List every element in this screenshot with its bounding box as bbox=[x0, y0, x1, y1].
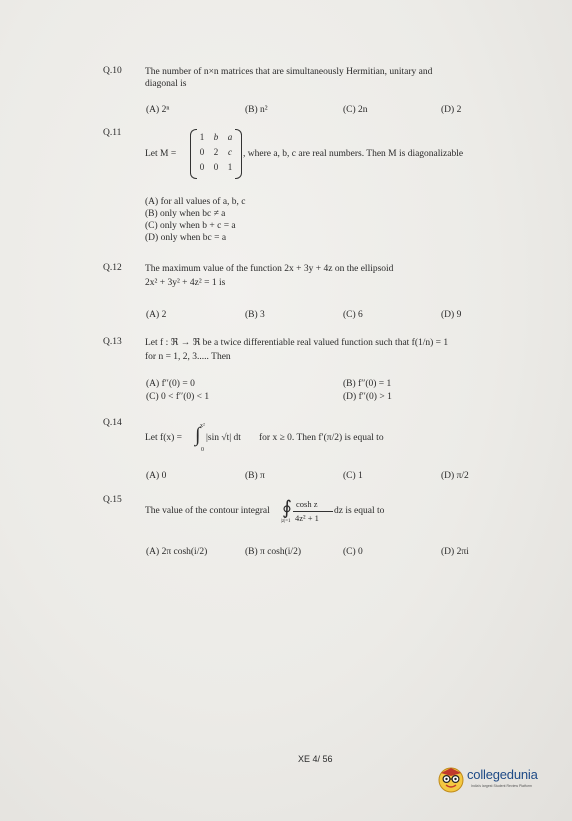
q12-option-a: (A) 2 bbox=[146, 310, 167, 320]
q13-option-c: (C) 0 < f′′(0) < 1 bbox=[146, 392, 210, 402]
q13-number: Q.13 bbox=[103, 337, 122, 347]
q11-option-c: (C) only when b + c = a bbox=[145, 221, 236, 231]
student-face-icon bbox=[437, 766, 465, 794]
q12-number: Q.12 bbox=[103, 263, 122, 273]
q11-option-b: (B) only when bc ≠ a bbox=[145, 209, 226, 219]
q15-number: Q.15 bbox=[103, 495, 122, 505]
q10-option-d: (D) 2 bbox=[441, 105, 462, 115]
q10-number: Q.10 bbox=[103, 66, 122, 76]
q13-stem-line2: for n = 1, 2, 3..... Then bbox=[145, 352, 231, 362]
matrix-cell: 0 bbox=[199, 147, 205, 157]
fraction-bar bbox=[293, 511, 333, 512]
q10-option-c: (C) 2n bbox=[343, 105, 368, 115]
q11-matrix bbox=[190, 129, 242, 177]
q15-option-d: (D) 2πi bbox=[441, 547, 469, 557]
q14-stem-post: for x ≥ 0. Then f′(π/2) is equal to bbox=[259, 433, 384, 443]
q15-fraction-numerator: cosh z bbox=[296, 499, 318, 509]
q15-option-a: (A) 2π cosh(i/2) bbox=[146, 547, 208, 557]
q10-stem-line1: The number of n×n matrices that are simultaneously Hermitian, unitary and bbox=[145, 67, 433, 77]
q15-stem-post: dz is equal to bbox=[334, 506, 385, 516]
matrix-cell: 2 bbox=[213, 147, 219, 157]
matrix-cell: 1 bbox=[227, 162, 233, 172]
q12-option-c: (C) 6 bbox=[343, 310, 363, 320]
matrix-cell: 1 bbox=[199, 132, 205, 142]
q14-integral-upper-limit: x² bbox=[200, 423, 205, 429]
q13-stem-line1: Let f : ℜ → ℜ be a twice differentiable real valued function such that f(1/n) = 1 bbox=[145, 338, 449, 348]
q11-stem-right: , where a, b, c are real numbers. Then M is diagonalizable bbox=[243, 149, 464, 159]
q12-stem-line1: The maximum value of the function 2x + 3y + 4z on the ellipsoid bbox=[145, 264, 394, 274]
q13-option-b: (B) f′′(0) = 1 bbox=[343, 379, 392, 389]
page-number: XE 4/ 56 bbox=[298, 754, 333, 764]
q10-stem-line2: diagonal is bbox=[145, 79, 187, 89]
q14-option-a: (A) 0 bbox=[146, 471, 167, 481]
q13-option-a: (A) f′′(0) = 0 bbox=[146, 379, 195, 389]
matrix-cell: a bbox=[227, 132, 233, 142]
q14-option-c: (C) 1 bbox=[343, 471, 363, 481]
contour-integral-icon: ∮ bbox=[282, 498, 292, 519]
q14-option-d: (D) π/2 bbox=[441, 471, 469, 481]
q11-option-d: (D) only when bc = a bbox=[145, 233, 227, 243]
q13-option-d: (D) f′′(0) > 1 bbox=[343, 392, 392, 402]
q15-stem-pre: The value of the contour integral bbox=[145, 506, 270, 516]
q15-contour-label: |z|=1 bbox=[281, 519, 291, 524]
q11-stem-left: Let M = bbox=[145, 149, 177, 159]
q14-stem-pre: Let f(x) = bbox=[145, 433, 183, 443]
q10-option-b: (B) n² bbox=[245, 105, 268, 115]
q12-option-d: (D) 9 bbox=[441, 310, 462, 320]
q11-number: Q.11 bbox=[103, 128, 122, 138]
q15-option-c: (C) 0 bbox=[343, 547, 363, 557]
q10-option-a: (A) 2ⁿ bbox=[146, 105, 170, 115]
q15-fraction-denominator: 4z² + 1 bbox=[295, 513, 319, 523]
q15-option-b: (B) π cosh(i/2) bbox=[245, 547, 301, 557]
q14-option-b: (B) π bbox=[245, 471, 265, 481]
matrix-cell: c bbox=[228, 147, 232, 157]
collegedunia-logo bbox=[437, 766, 569, 796]
q14-integral-lower-limit: 0 bbox=[201, 447, 204, 453]
q14-integrand: |sin √t| dt bbox=[206, 433, 241, 443]
matrix-cell: 0 bbox=[213, 162, 219, 172]
q14-number: Q.14 bbox=[103, 418, 122, 428]
q11-option-a: (A) for all values of a, b, c bbox=[145, 197, 246, 207]
q12-option-b: (B) 3 bbox=[245, 310, 265, 320]
matrix-cell: 0 bbox=[199, 162, 205, 172]
matrix-cell: b bbox=[213, 132, 219, 142]
q12-stem-line2: 2x² + 3y² + 4z² = 1 is bbox=[145, 278, 226, 288]
integral-sign-icon: ∫ bbox=[195, 424, 201, 446]
logo-text: collegedunia bbox=[467, 767, 538, 782]
logo-tagline: India's largest Student Review Platform bbox=[471, 784, 532, 788]
